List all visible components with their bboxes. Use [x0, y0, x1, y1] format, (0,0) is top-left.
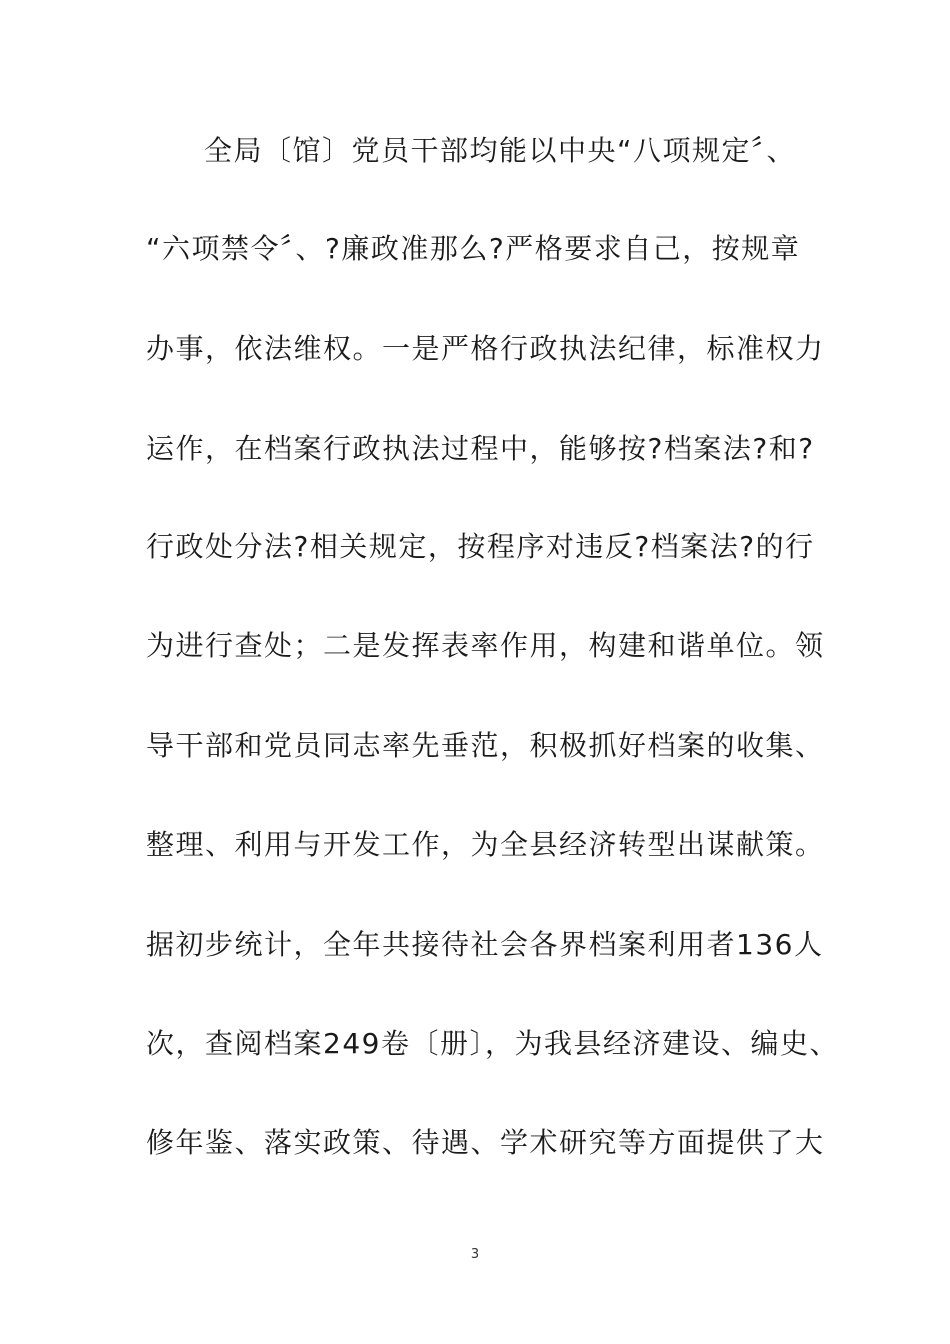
paragraph-line: 修年鉴、落实政策、待遇、学术研究等方面提供了大 — [146, 1126, 825, 1159]
paragraph-line: 运作，在档案行政执法过程中，能够按?档案法?和? — [146, 432, 815, 465]
paragraph-line: 为进行查处；二是发挥表率作用，构建和谐单位。领 — [146, 629, 825, 662]
paragraph-line: 次，查阅档案249卷〔册〕，为我县经济建设、编史、 — [146, 1027, 839, 1060]
paragraph-line: 整理、利用与开发工作，为全县经济转型出谋献策。 — [146, 828, 825, 861]
paragraph-line: “六项禁令〞、?廉政准那么?严格要求自己，按规章 — [146, 232, 801, 265]
paragraph-line: 据初步统计，全年共接待社会各界档案利用者136人 — [146, 928, 824, 961]
paragraph-line: 导干部和党员同志率先垂范，积极抓好档案的收集、 — [146, 729, 825, 762]
paragraph-line: 行政处分法?相关规定，按程序对违反?档案法?的行 — [146, 530, 815, 563]
paragraph-line: 全局〔馆〕党员干部均能以中央“八项规定〞、 — [204, 134, 797, 167]
page-number: 3 — [470, 1247, 480, 1262]
paragraph-line: 办事，依法维权。一是严格行政执法纪律，标准权力 — [146, 332, 825, 365]
